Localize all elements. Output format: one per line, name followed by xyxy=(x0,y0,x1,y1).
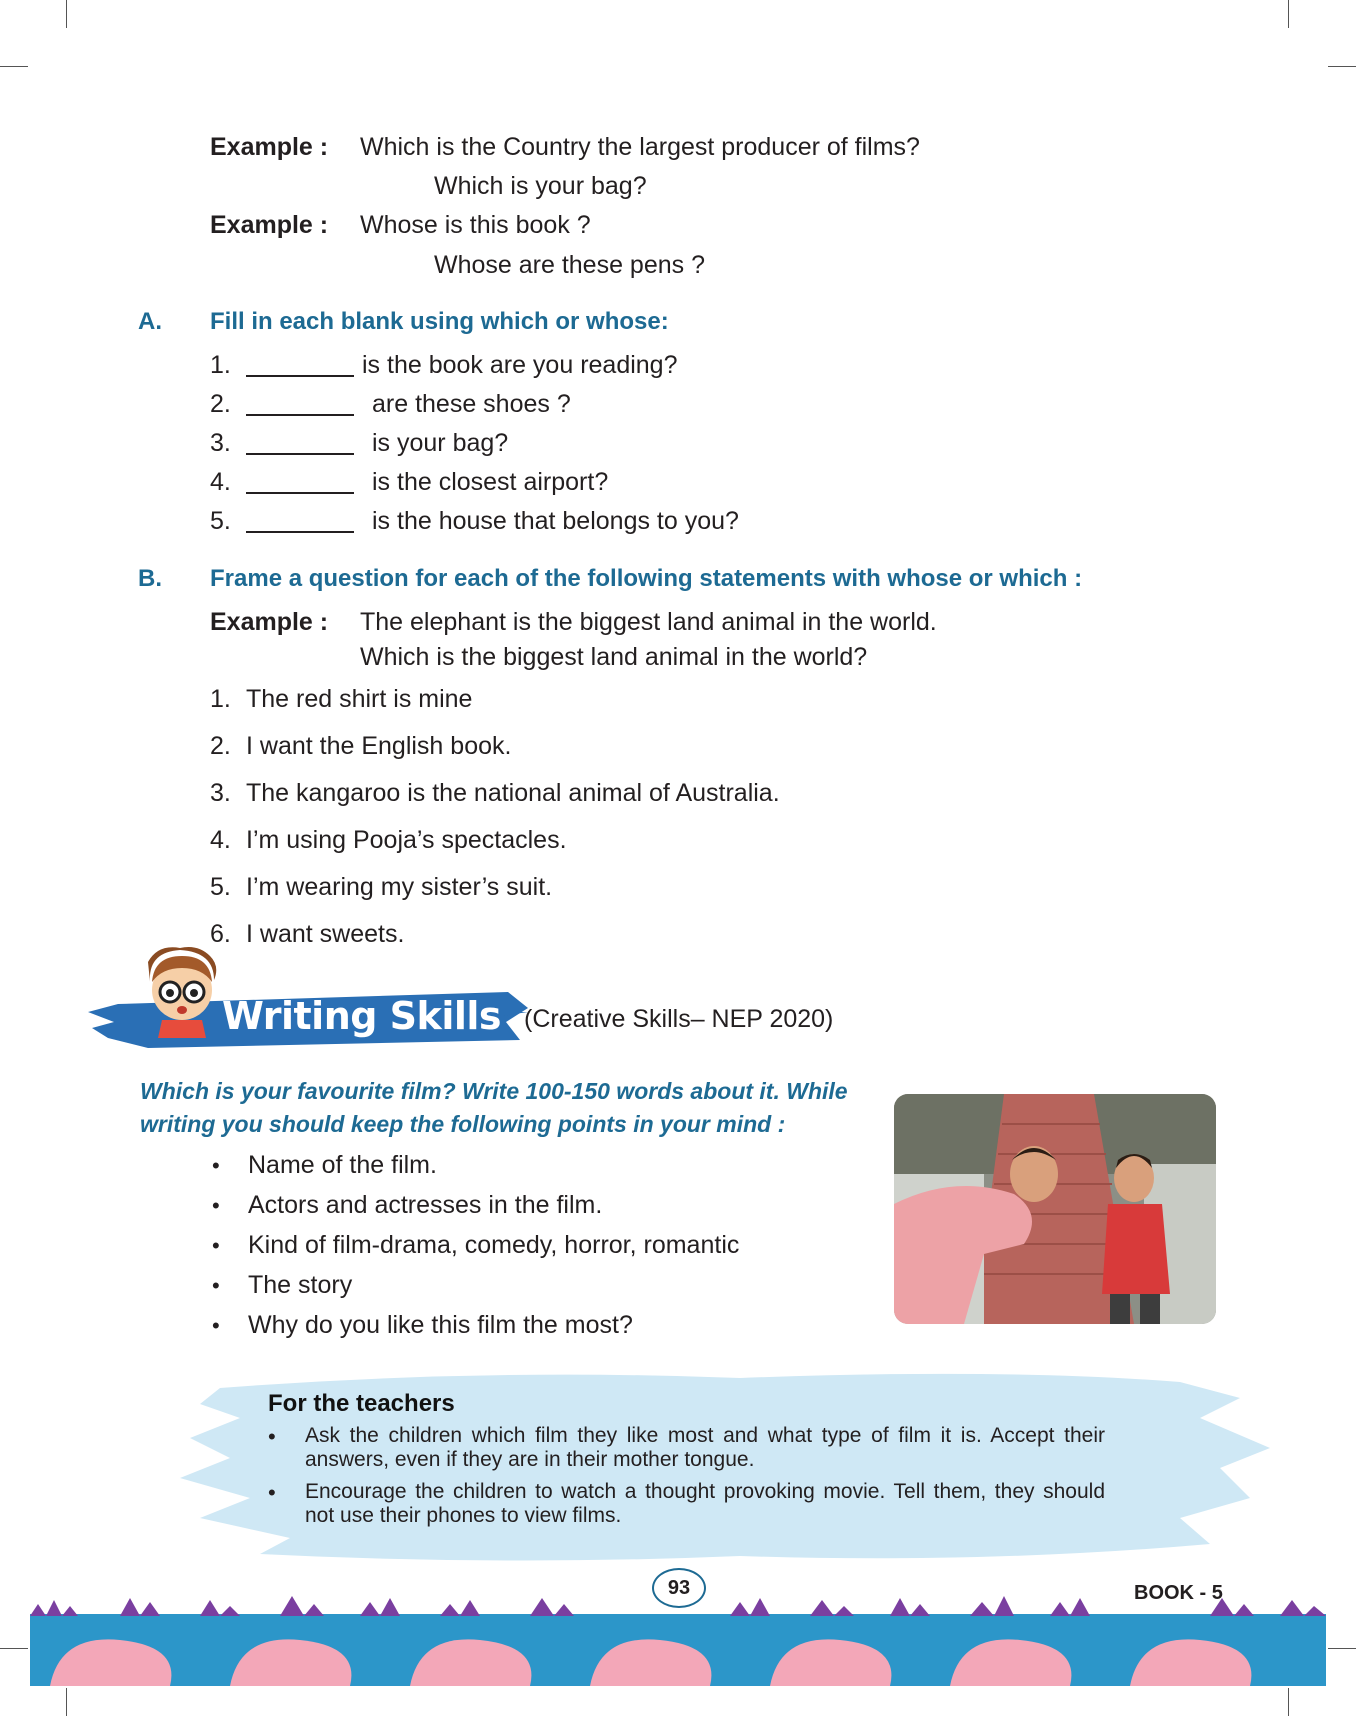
item-number: 3. xyxy=(210,779,231,807)
item-text: I want the English book. xyxy=(246,732,512,760)
film-still-photo xyxy=(894,1094,1216,1324)
item-number: 2. xyxy=(210,390,231,418)
bullet-item: • Kind of film-drama, comedy, horror, romantic xyxy=(212,1231,740,1259)
bullet-item: • Actors and actresses in the film. xyxy=(212,1191,603,1219)
crop-mark xyxy=(1288,0,1289,28)
crop-mark xyxy=(0,66,28,67)
list-item xyxy=(210,467,608,497)
section-b-title: Frame a question for each of the following statements with whose or which : xyxy=(210,565,1083,592)
list-item xyxy=(210,731,511,761)
bullet-text: Kind of film-drama, comedy, horror, romantic xyxy=(248,1231,740,1259)
blank-line[interactable] xyxy=(246,431,354,455)
list-item xyxy=(210,825,567,855)
item-number: 4. xyxy=(210,826,231,854)
item-text: The kangaroo is the national animal of Australia. xyxy=(246,779,780,807)
example-sentence: Which is your bag? xyxy=(434,172,647,200)
item-number: 4. xyxy=(210,468,231,496)
list-item xyxy=(210,389,571,419)
example-sentence: The elephant is the biggest land animal in the world. xyxy=(360,608,937,636)
section-a-title: Fill in each blank using which or whose: xyxy=(210,308,669,335)
bullet-text: Why do you like this film the most? xyxy=(248,1311,633,1339)
crop-mark xyxy=(1288,1688,1289,1716)
crop-mark xyxy=(1328,66,1356,67)
writing-prompt: Which is your favourite film? Write 100-150 words about it. While xyxy=(140,1078,848,1104)
list-item xyxy=(210,506,739,536)
blank-line[interactable] xyxy=(246,353,354,377)
list-item xyxy=(210,778,780,808)
item-number: 1. xyxy=(210,351,231,379)
item-text: is your bag? xyxy=(372,429,509,457)
blank-line[interactable] xyxy=(246,392,354,416)
item-number: 5. xyxy=(210,507,231,535)
list-item xyxy=(210,350,678,380)
page-number: 93 xyxy=(652,1568,706,1608)
example-sentence: Which is the Country the largest producer of films? xyxy=(360,133,920,161)
item-number: 5. xyxy=(210,873,231,901)
item-text: I’m using Pooja’s spectacles. xyxy=(246,826,567,854)
list-item xyxy=(210,428,508,458)
teachers-heading: For the teachers xyxy=(268,1390,455,1417)
bullet-icon: • xyxy=(268,1424,276,1449)
bullet-item: • The story xyxy=(212,1271,353,1299)
example-label: Example : xyxy=(210,211,329,239)
blank-line[interactable] xyxy=(246,509,354,533)
item-text: I want sweets. xyxy=(246,920,405,948)
crop-mark xyxy=(66,0,67,28)
example-label: Example : xyxy=(210,608,329,636)
teacher-note: Encourage the children to watch a thought provoking movie. Tell them, they should not use their phones to view films. xyxy=(305,1480,1105,1527)
list-item xyxy=(210,919,404,949)
crop-mark xyxy=(66,1688,67,1716)
item-number: 6. xyxy=(210,920,231,948)
item-text: are these shoes ? xyxy=(372,390,571,418)
crop-mark xyxy=(1328,1648,1356,1649)
item-text: is the house that belongs to you? xyxy=(372,507,739,535)
item-text: I’m wearing my sister’s suit. xyxy=(246,873,553,901)
bullet-text: The story xyxy=(248,1271,353,1299)
writing-skills-title: Writing Skills xyxy=(222,994,502,1038)
item-number: 2. xyxy=(210,732,231,760)
list-item xyxy=(210,684,472,714)
blank-line[interactable] xyxy=(246,470,354,494)
boy-mascot-icon xyxy=(140,946,226,1038)
section-b-letter: B. xyxy=(138,565,162,592)
book-label: BOOK - 5 xyxy=(1134,1582,1223,1604)
bullet-item: • Name of the film. xyxy=(212,1151,437,1179)
writing-skills-subtitle: (Creative Skills– NEP 2020) xyxy=(524,1005,834,1033)
crop-mark xyxy=(0,1648,28,1649)
item-text: is the closest airport? xyxy=(372,468,609,496)
bullet-icon: • xyxy=(268,1480,276,1505)
example-sentence: Which is the biggest land animal in the world? xyxy=(360,643,868,671)
teacher-note: Ask the children which film they like most and what type of film it is. Accept their answers, even if they are in their mother tongue. xyxy=(305,1424,1105,1471)
example-sentence: Whose are these pens ? xyxy=(434,251,705,279)
list-item xyxy=(210,872,552,902)
bullet-text: Actors and actresses in the film. xyxy=(248,1191,603,1219)
writing-prompt: writing you should keep the following points in your mind : xyxy=(140,1111,786,1137)
bullet-text: Name of the film. xyxy=(248,1151,437,1179)
item-number: 3. xyxy=(210,429,231,457)
item-number: 1. xyxy=(210,685,231,713)
bullet-item: • Why do you like this film the most? xyxy=(212,1311,633,1339)
item-text: The red shirt is mine xyxy=(246,685,473,713)
section-a-letter: A. xyxy=(138,308,162,335)
example-sentence: Whose is this book ? xyxy=(360,211,591,239)
example-label: Example : xyxy=(210,133,329,161)
item-text: is the book are you reading? xyxy=(362,351,678,379)
